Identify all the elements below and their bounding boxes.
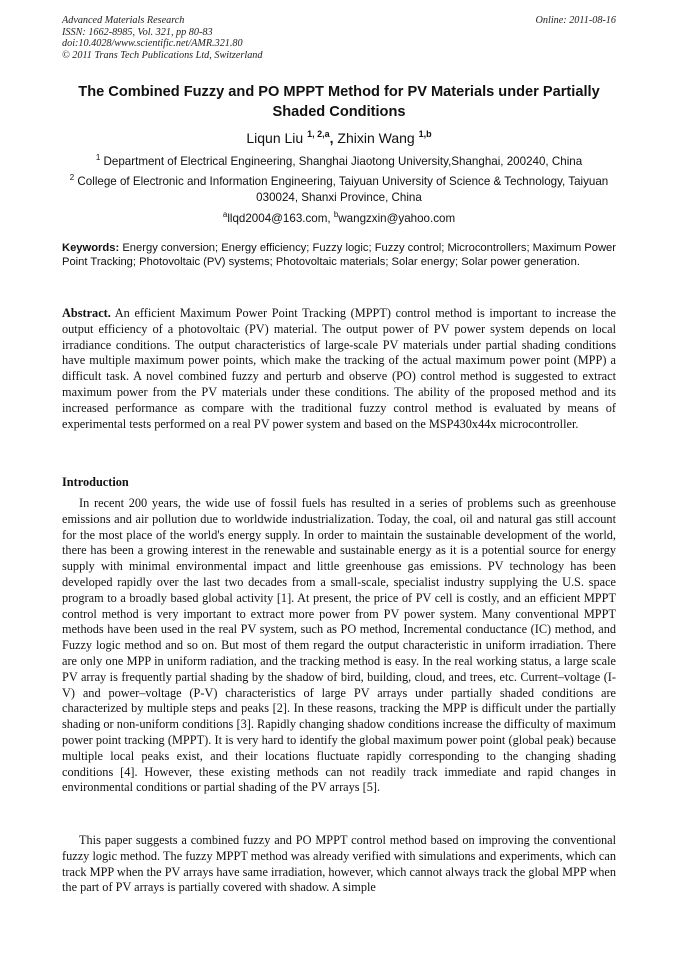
affiliation-2	[62, 170, 616, 206]
author-line	[62, 124, 616, 148]
abstract-block	[62, 306, 616, 432]
affiliation-1-mark: 1	[95, 153, 101, 162]
paper-title: The Combined Fuzzy and PO MPPT Method for PV Materials under Partially Shaded Conditions	[78, 84, 600, 120]
introduction-paragraph-1: In recent 200 years, the wide use of fossil fuels has resulted in a series of problems such as greenhouse emissions and air pollution due to worldwide industrialization. Today, the coal, oil and natural gas still account for the most place of the world's energy supply. In order to maintain the sustainable development of the world, there has been a growing interest in the renewable and sustainable energy as it is a potential source for energy supply with minimal environmental impact and little greenhouse gas emissions. PV technology has been developed rapidly over the last two decades from a small-scale, specialist industry supplying the U.S. space program to a broadly based global activity [1]. At present, the price of PV cell is costly, and an efficient MPPT control method is very important to extract more power from PV power system. Many conventional MPPT methods have been used in the real PV system, such as PO method, Incremental conductance (IC) method, and Fuzzy logic method and so on. But most of them regard the output characteristic in uniform irradiation. There are only one MPP in uniform radiation, and the tracking method is easy. In the real working status, a large scale PV array is frequently partial shading by the shadow of bird, building, cloud, and trees, etc. Current–voltage (I-V) and power–voltage (P-V) characteristics of large PV arrays under partially shaded conditions are characterized by multiple steps and peaks [2]. In these reasons, tracking the MPP is difficult under the partially shading or non-uniform conditions [3]. Rapidly changing shadow conditions increase the difficulty of maximum power point tracking (MPPT). It is very hard to identify the global maximum power point (global peak) because multiple local peaks exist, and their locations fluctuate rapidly corresponding to the changing shading conditions [4]. However, these existing methods can not readily track immediate and rapid changes in environmental conditions or partial shading of the PV arrays [5].	[62, 496, 616, 795]
online-date: Online: 2011-08-16	[535, 15, 616, 26]
keywords-block	[62, 241, 616, 269]
affiliation-1	[62, 150, 616, 170]
introduction-paragraph-2: This paper suggests a combined fuzzy and PO MPPT control method based on improving the conventional fuzzy logic method. The fuzzy MPPT method was already verified with simulations and experiments, which can track MPP when the PV arrays have same irradiation, however, which cannot always track the global MPP when the part of PV arrays is partially covered with shadow. A simple	[62, 833, 616, 895]
author-emails	[62, 207, 616, 227]
email-b-mark: b	[333, 210, 339, 219]
affiliation-2-text: College of Electronic and Information Engineering, Taiyuan University of Science & Technology, Taiyuan 030024, Shanxi Province, China	[77, 175, 609, 204]
keywords-label: Keywords:	[62, 242, 120, 254]
author-2-name: Zhixin Wang	[337, 130, 415, 146]
abstract-text: An efficient Maximum Power Point Tracking (MPPT) control method is important to increase the output efficiency of a photovoltaic (PV) material. The output power of PV power system depends on local irradiance conditions. The output characteristics of large-scale PV materials under partial shading conditions have multiple maximum power points, which make the tracking of the actual maximum power point (MPP) a difficult task. A novel combined fuzzy and perturb and observe (PO) control method is suggested to extract maximum power from the PV materials under these conditions. The ability of the proposed method and its increased performance as compare with the traditional fuzzy control method is evaluated by means of experimental tests performed on a real PV power system and based on the MSP430x44x microcontroller.	[62, 306, 616, 431]
email-a-mark: a	[222, 210, 228, 219]
journal-name: Advanced Materials Research	[62, 15, 185, 26]
keywords-text: Energy conversion; Energy efficiency; Fuzzy logic; Fuzzy control; Microcontrollers; Maximum Power Point Tracking; Photovoltaic (PV) systems; Photovoltaic materials; Solar energy; Solar power generation.	[62, 242, 616, 268]
author-1-affil-mark: 1, 2,a	[307, 129, 330, 139]
author-separator: ,	[329, 130, 334, 146]
journal-doi: doi:10.4028/www.scientific.net/AMR.321.80	[62, 38, 243, 50]
author-2-affil-mark: 1,b	[418, 129, 432, 139]
author-1-name: Liqun Liu	[246, 130, 304, 146]
introduction-heading: Introduction	[62, 475, 129, 489]
email-b[interactable]: wangzxin@yahoo.com	[338, 212, 456, 225]
journal-issn: ISSN: 1662-8985, Vol. 321, pp 80-83	[62, 26, 213, 38]
email-a[interactable]: llqd2004@163.com,	[227, 212, 331, 225]
affiliation-2-mark: 2	[69, 173, 75, 182]
journal-header	[62, 15, 616, 61]
journal-copyright: © 2011 Trans Tech Publications Ltd, Switzerland	[62, 49, 263, 61]
abstract-label: Abstract.	[62, 306, 111, 320]
affiliation-1-text: Department of Electrical Engineering, Shanghai Jiaotong University,Shanghai, 200240, China	[103, 155, 583, 168]
